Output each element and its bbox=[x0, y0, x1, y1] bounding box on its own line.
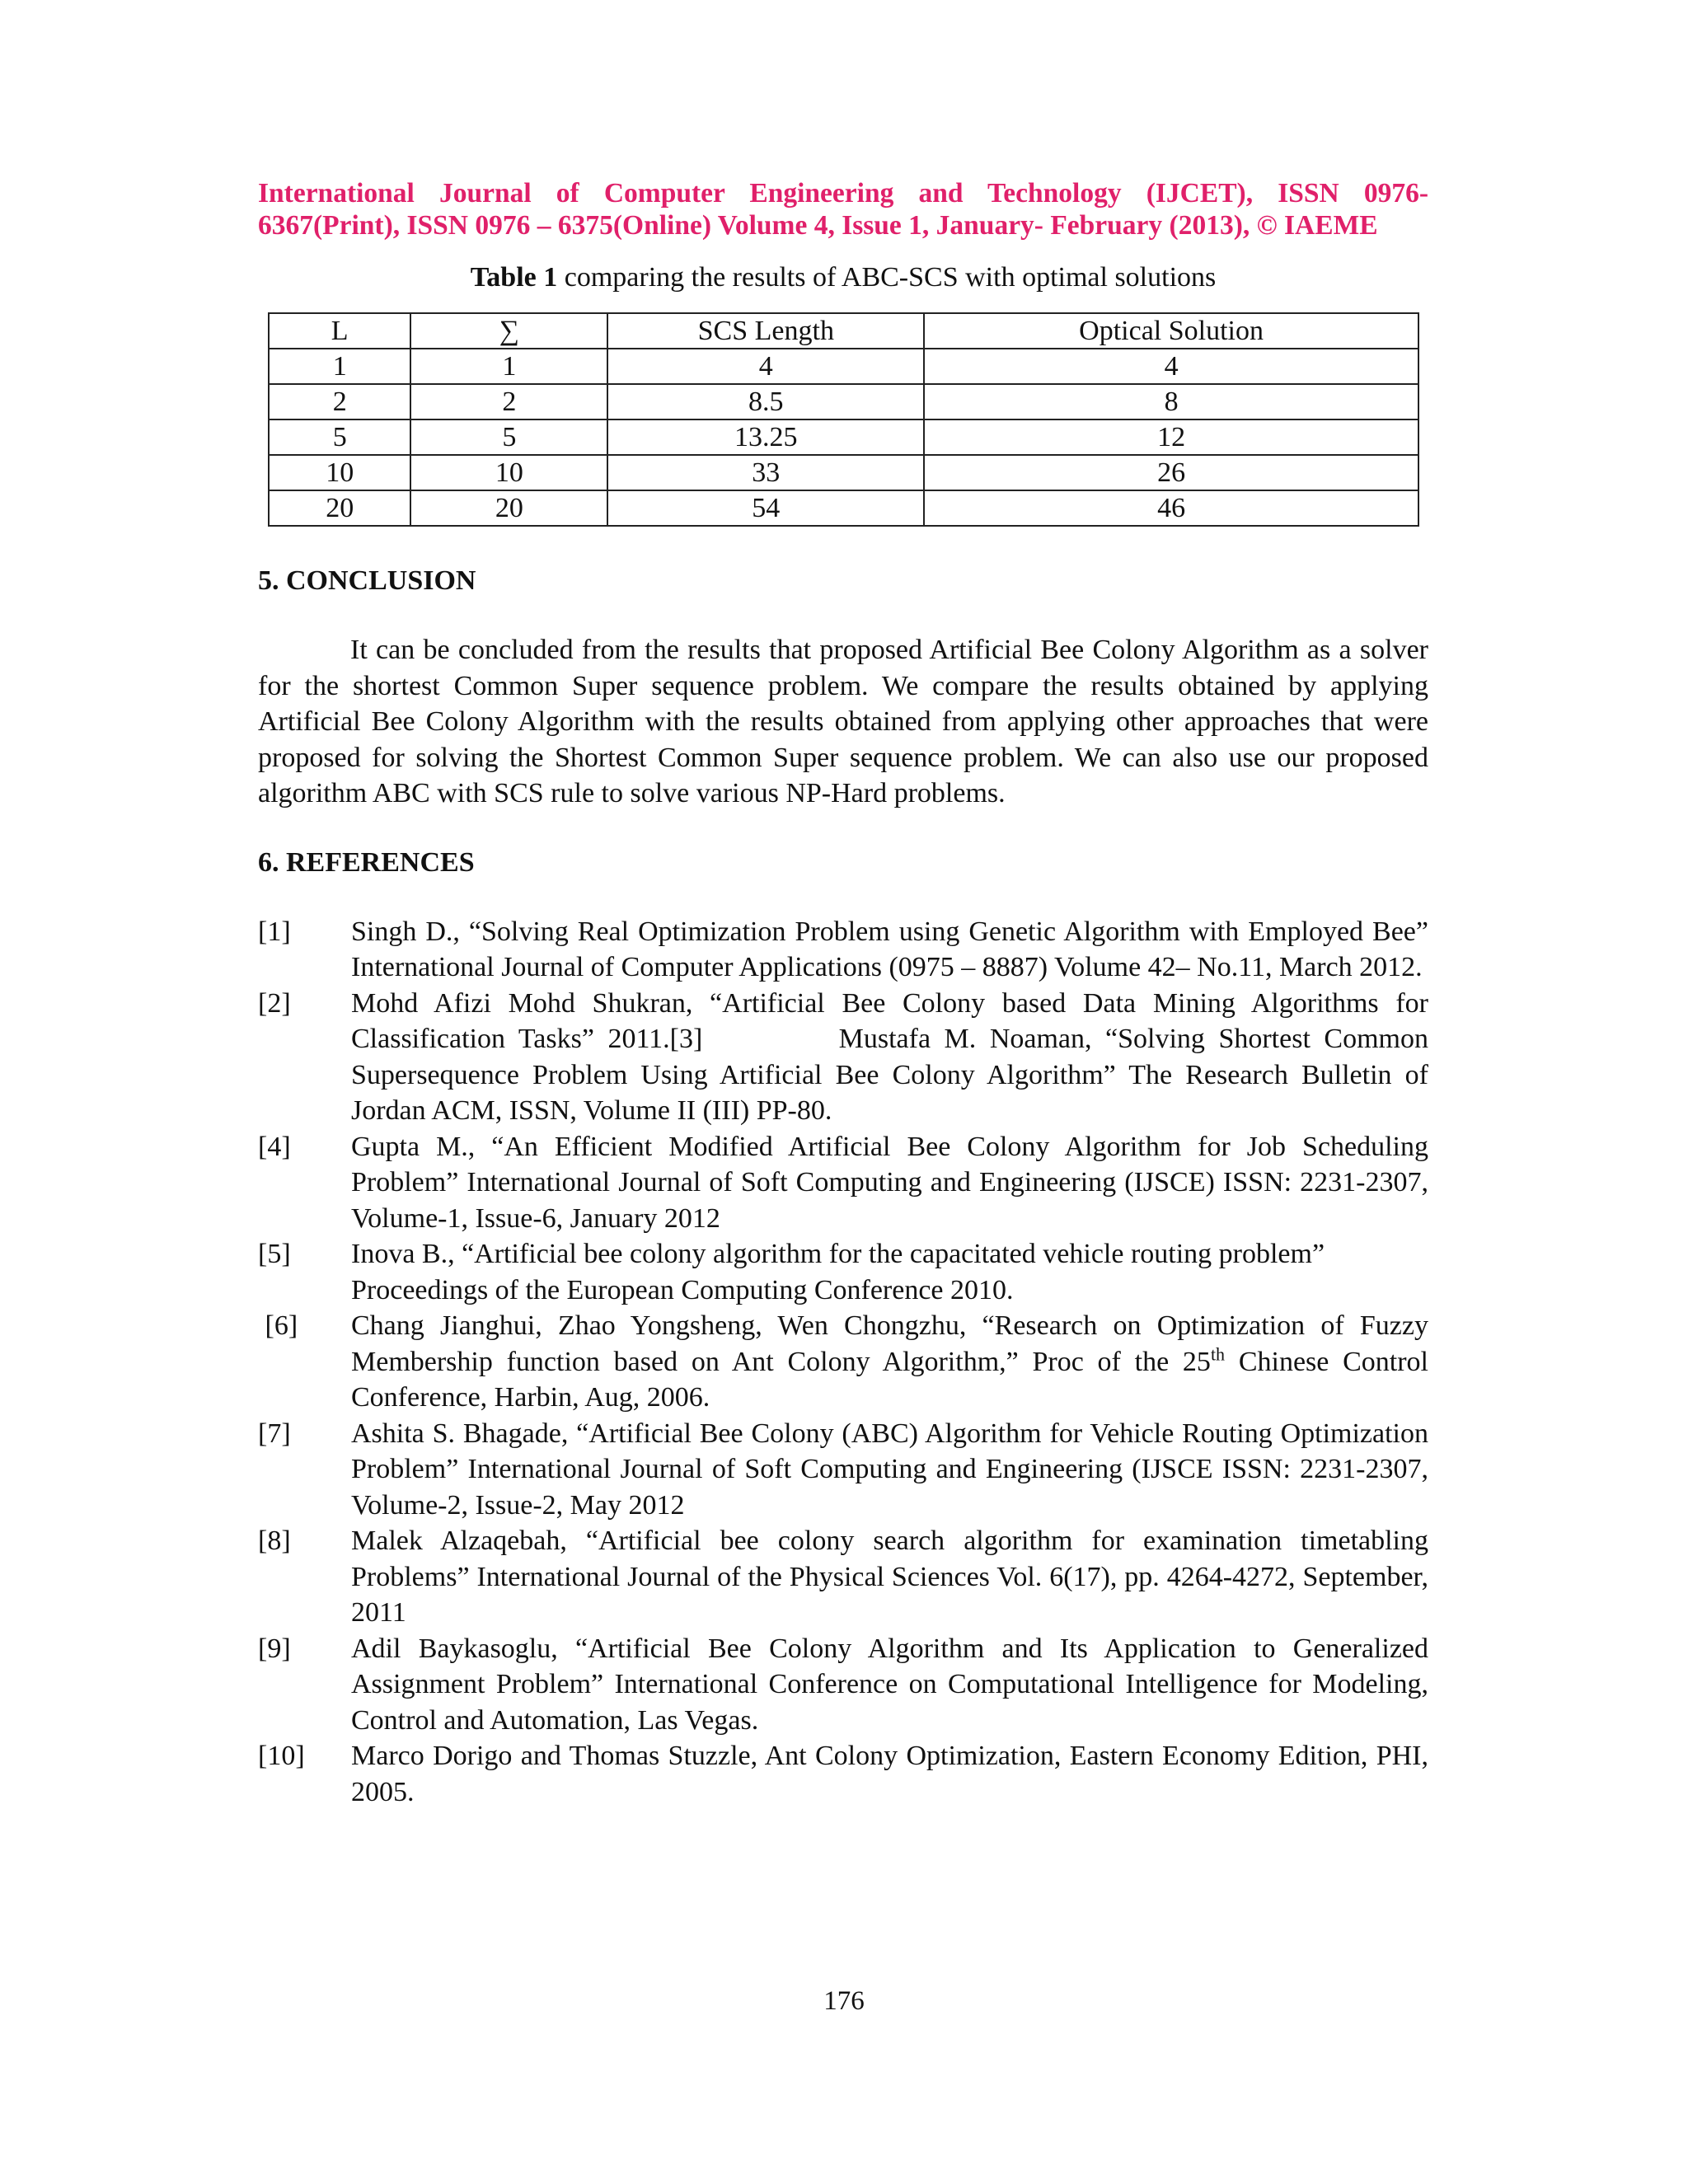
reference-number: [1] bbox=[258, 916, 291, 947]
reference-number: [5] bbox=[258, 1239, 291, 1269]
table-header-cell: SCS Length bbox=[607, 313, 924, 349]
table-row bbox=[269, 349, 1418, 384]
journal-header-line1: International Journal of Computer Engineering and Technology (IJCET), ISSN 0976- bbox=[258, 178, 1428, 209]
reference-text: Mohd Afizi Mohd Shukran, “Artificial Bee Colony based Data Mining Algorithms for Classification Tasks” 2011.[3] Mustafa M. Noaman, “Solving Shortest Common Supersequence Problem Using Artificial Bee Colony Algorithm” The Research Bulletin of Jordan ACM, ISSN, Volume II (III) PP-80. bbox=[351, 987, 1436, 1126]
table-row bbox=[269, 384, 1418, 419]
page-content bbox=[258, 177, 1436, 1810]
table-cell: 26 bbox=[924, 455, 1418, 490]
table-cell: 20 bbox=[410, 490, 607, 526]
reference-item bbox=[258, 1523, 1428, 1631]
reference-text-continued: Chinese Control Conference, Harbin, Aug, 2006. bbox=[351, 1346, 1428, 1413]
table-cell: 13.25 bbox=[607, 419, 924, 455]
results-table bbox=[268, 312, 1419, 527]
reference-item bbox=[258, 914, 1428, 986]
table-caption bbox=[258, 261, 1428, 294]
table-row bbox=[269, 419, 1418, 455]
table-cell: 8.5 bbox=[607, 384, 924, 419]
table-cell: 4 bbox=[924, 349, 1418, 384]
journal-header-line2: 6367(Print), ISSN 0976 – 6375(Online) Volume 4, Issue 1, January- February (2013), © IAEME bbox=[258, 210, 1378, 241]
reference-text: Chang Jianghui, Zhao Yongsheng, Wen Chongzhu, “Research on Optimization of Fuzzy Membership function based on Ant Colony Algorithm,” Proc of the 25 bbox=[351, 1310, 1428, 1377]
table-cell: 10 bbox=[269, 455, 410, 490]
reference-item bbox=[258, 1129, 1428, 1237]
table-caption-label: Table 1 bbox=[470, 262, 558, 293]
reference-text: Ashita S. Bhagade, “Artificial Bee Colony (ABC) Algorithm for Vehicle Routing Optimization Problem” International Journal of Soft Computing and Engineering (IJSCE ISSN: 2231-2307, Volume-2, Issue-2, May 2012 bbox=[351, 1418, 1428, 1521]
reference-number: [8] bbox=[258, 1526, 291, 1556]
reference-item bbox=[258, 1236, 1428, 1308]
reference-text: Singh D., “Solving Real Optimization Problem using Genetic Algorithm with Employed Bee” International Journal of Computer Applications (0975 – 8887) Volume 42– No.11, March 2012. bbox=[351, 916, 1428, 982]
reference-number: [7] bbox=[258, 1418, 291, 1449]
table-cell: 20 bbox=[269, 490, 410, 526]
table-cell: 46 bbox=[924, 490, 1418, 526]
table-cell: 8 bbox=[924, 384, 1418, 419]
table-header-cell: ∑ bbox=[410, 313, 607, 349]
conclusion-paragraph: It can be concluded from the results that proposed Artificial Bee Colony Algorithm as a solver for the shortest Common Super sequence problem. We compare the results obtained by applying Artificial Bee Colony Algorithm with the results obtained from applying other approaches that were proposed for solving the Shortest Common Super sequence problem. We can also use our proposed algorithm ABC with SCS rule to solve various NP-Hard problems. bbox=[258, 635, 1428, 808]
table-caption-text: comparing the results of ABC-SCS with optimal solutions bbox=[557, 262, 1217, 293]
table-cell: 5 bbox=[269, 419, 410, 455]
table-header-row bbox=[269, 313, 1418, 349]
table-cell: 5 bbox=[410, 419, 607, 455]
table-cell: 33 bbox=[607, 455, 924, 490]
table-cell: 1 bbox=[410, 349, 607, 384]
journal-header bbox=[258, 177, 1428, 241]
table-row bbox=[269, 490, 1418, 526]
reference-number: [10] bbox=[258, 1741, 305, 1771]
table-cell: 1 bbox=[269, 349, 410, 384]
reference-text-container bbox=[351, 1308, 1428, 1416]
reference-number: [9] bbox=[258, 1633, 291, 1664]
references-heading: 6. REFERENCES bbox=[258, 846, 475, 878]
table-cell: 54 bbox=[607, 490, 924, 526]
page-number: 176 bbox=[823, 1986, 865, 2016]
reference-text: Malek Alzaqebah, “Artificial bee colony search algorithm for examination timetabling Problems” International Journal of the Physical Sciences Vol. 6(17), pp. 4264-4272, September, 2011 bbox=[351, 1526, 1428, 1628]
table-row bbox=[269, 455, 1418, 490]
reference-number: [6] bbox=[258, 1310, 298, 1341]
table-cell: 2 bbox=[269, 384, 410, 419]
reference-item bbox=[258, 1416, 1428, 1524]
reference-text: Adil Baykasoglu, “Artificial Bee Colony Algorithm and Its Application to Generalized Assignment Problem” International Conference on Computational Intelligence for Modeling, Control and Automation, Las Vegas. bbox=[351, 1633, 1428, 1736]
reference-number: [2] bbox=[258, 987, 291, 1019]
table-header-cell: Optical Solution bbox=[924, 313, 1418, 349]
reference-number: [4] bbox=[258, 1131, 291, 1162]
table-cell: 4 bbox=[607, 349, 924, 384]
table-cell: 12 bbox=[924, 419, 1418, 455]
reference-superscript: th bbox=[1210, 1343, 1226, 1365]
reference-item bbox=[258, 1308, 1428, 1416]
reference-list bbox=[258, 914, 1436, 1811]
reference-text: Gupta M., “An Efficient Modified Artificial Bee Colony Algorithm for Job Scheduling Problem” International Journal of Soft Computing and Engineering (IJSCE) ISSN: 2231-2307, Volume-1, Issue-6, January 2012 bbox=[351, 1131, 1428, 1234]
conclusion-heading: 5. CONCLUSION bbox=[258, 565, 476, 596]
reference-item bbox=[258, 1738, 1428, 1810]
reference-text: Inova B., “Artificial bee colony algorithm for the capacitated vehicle routing problem” Proceedings of the European Computing Conference 2010. bbox=[351, 1239, 1325, 1305]
table-cell: 10 bbox=[410, 455, 607, 490]
table-cell: 2 bbox=[410, 384, 607, 419]
reference-text: Marco Dorigo and Thomas Stuzzle, Ant Colony Optimization, Eastern Economy Edition, PHI, 2005. bbox=[351, 1741, 1428, 1807]
table-header-cell: L bbox=[269, 313, 410, 349]
reference-item bbox=[258, 986, 1436, 1129]
reference-item bbox=[258, 1631, 1428, 1739]
